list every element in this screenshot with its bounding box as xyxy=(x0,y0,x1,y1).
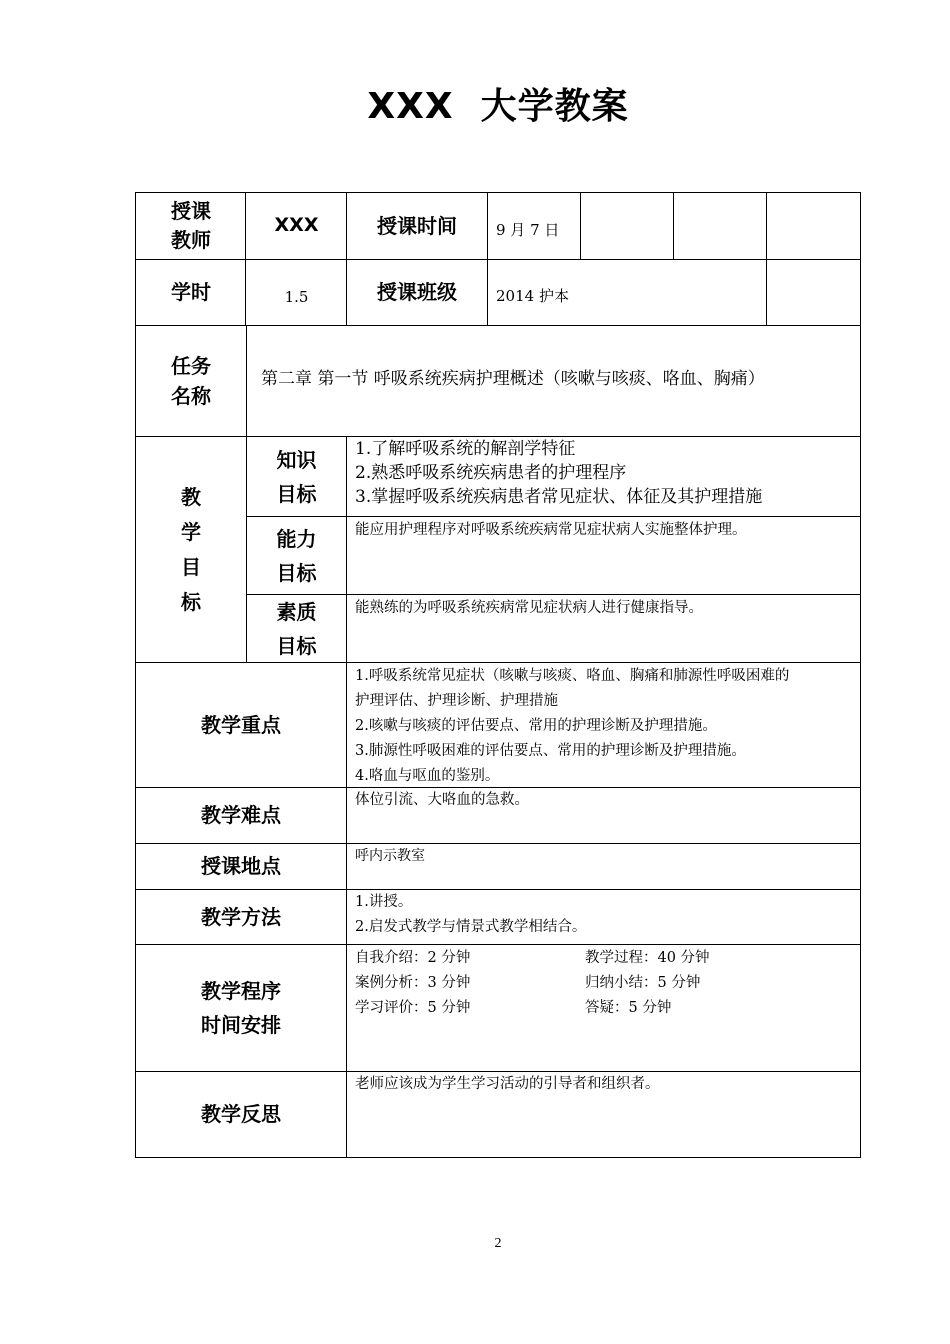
methods-line-2: 2.启发式教学与情景式教学相结合。 xyxy=(355,919,587,935)
reflection-text: 老师应该成为学生学习活动的引导者和组织者。 xyxy=(355,1076,660,1092)
schedule-item-2-left: 案例分析：3 分钟 xyxy=(355,975,471,991)
difficulties-label: 教学难点 xyxy=(201,803,281,827)
quality-label: 素质目标 xyxy=(276,599,317,658)
schedule-item-1-left: 自我介绍：2 分钟 xyxy=(355,950,471,966)
schedule-item-3-right: 答疑：5 分钟 xyxy=(585,1000,672,1016)
schedule-label: 教学程序 时间安排 xyxy=(201,979,281,1037)
key-points-line-3: 2.咳嗽与咳痰的评估要点、常用的护理诊断及护理措施。 xyxy=(355,718,717,734)
quality-text: 能熟练的为呼吸系统疾病常见症状病人进行健康指导。 xyxy=(355,600,703,616)
page-number: 2 xyxy=(494,1236,502,1251)
key-points-label: 教学重点 xyxy=(201,712,281,737)
task-value: 第二章 第一节 呼吸系统疾病护理概述（咳嗽与咳痰、咯血、胸痛） xyxy=(261,369,765,389)
schedule-item-1-right: 教学过程：40 分钟 xyxy=(585,950,710,966)
objectives-label: 教学目标 xyxy=(181,484,201,614)
task-label: 任务名称 xyxy=(171,354,211,408)
key-points-line-5: 4.咯血与呕血的鉴别。 xyxy=(355,768,500,784)
key-points-line-2: 护理评估、护理诊断、护理措施 xyxy=(355,693,558,709)
time-label: 授课时间 xyxy=(377,213,457,238)
hours-value: 1.5 xyxy=(284,287,309,306)
teacher-value: XXX xyxy=(274,214,319,237)
schedule-item-2-right: 归纳小结：5 分钟 xyxy=(585,975,701,991)
teacher-label: 授课教师 xyxy=(171,199,211,252)
key-points-line-1: 1.呼吸系统常见症状（咳嗽与咳痰、咯血、胸痛和肺源性呼吸困难的 xyxy=(355,668,790,684)
hours-label: 学时 xyxy=(171,280,211,304)
lesson-plan-table xyxy=(135,192,861,1158)
schedule-item-3-left: 学习评价：5 分钟 xyxy=(355,1000,471,1016)
time-value: 9 月 7 日 xyxy=(496,220,560,239)
methods-label: 教学方法 xyxy=(201,904,281,929)
ability-label: 能力目标 xyxy=(276,526,317,585)
knowledge-label: 知识目标 xyxy=(276,447,317,506)
knowledge-line-1: 1.了解呼吸系统的解剖学特征 xyxy=(355,439,576,459)
ability-text: 能应用护理程序对呼吸系统疾病常见症状病人实施整体护理。 xyxy=(355,522,747,538)
knowledge-line-2: 2.熟悉呼吸系统疾病患者的护理程序 xyxy=(355,463,627,483)
location-label: 授课地点 xyxy=(201,854,281,878)
document-title: XXX 大学教案 xyxy=(367,86,629,127)
location-text: 呼内示教室 xyxy=(355,848,425,864)
reflection-label: 教学反思 xyxy=(201,1102,281,1126)
difficulties-text: 体位引流、大咯血的急救。 xyxy=(355,792,529,808)
class-value: 2014 护本 xyxy=(496,287,569,305)
methods-line-1: 1.讲授。 xyxy=(355,894,413,910)
class-label: 授课班级 xyxy=(377,280,457,304)
knowledge-line-3: 3.掌握呼吸系统疾病患者常见症状、体征及其护理措施 xyxy=(355,487,763,507)
key-points-line-4: 3.肺源性呼吸困难的评估要点、常用的护理诊断及护理措施。 xyxy=(355,743,746,759)
